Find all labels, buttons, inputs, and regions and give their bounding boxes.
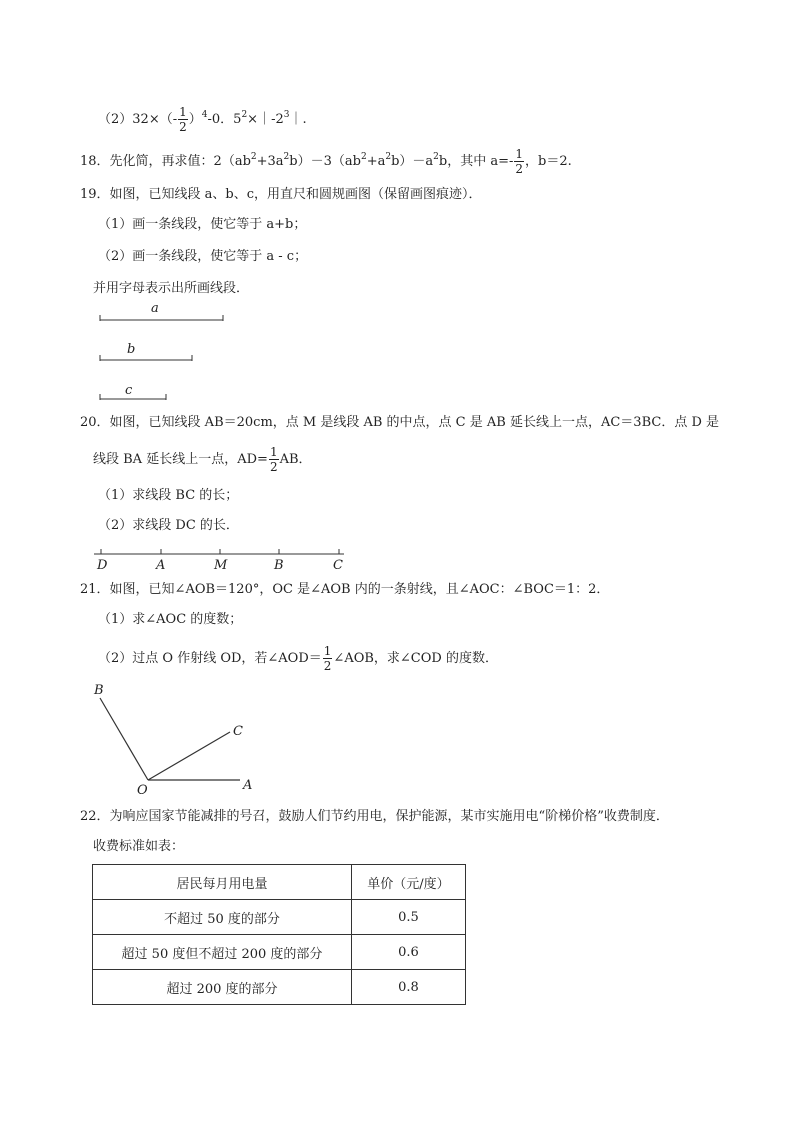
q18-fraction: $\frac{1}{2}$ [515, 147, 524, 176]
q18-text: 18．先化简，再求值：$2(ab^2+3a^2b)-3(ab^2+a^2b)-a^2b$，其中 a=- $\frac{1}{2}$ ，b＝2. [80, 147, 572, 176]
ray-OC [148, 732, 230, 780]
table-row: 不超过 50 度的部分 0.5 [93, 900, 466, 935]
q22-table-title: 收费标准如表： [93, 839, 185, 854]
header-price: 单价（元/度） [352, 865, 466, 900]
q20-line-figure [88, 544, 358, 574]
label-M: M [214, 558, 228, 573]
fee-table [92, 864, 466, 1005]
q21-fraction: $\frac{1}{2}$ [323, 644, 332, 673]
q19-part2: （2）画一条线段，使它等于 a - c； [98, 249, 308, 264]
ray-OB [100, 698, 148, 780]
q19-stem: 19．如图，已知线段 a、b、c，用直尺和圆规画图（保留画图痕迹）． [80, 187, 482, 202]
table-header-row [93, 865, 466, 900]
label-a: a [151, 301, 159, 316]
q20-fraction: $\frac{1}{2}$ [269, 445, 278, 474]
segment-c [100, 383, 166, 400]
q19-part1: （1）画一条线段，使它等于 a+b； [98, 217, 307, 232]
label-c: c [125, 383, 133, 398]
q21-stem: 21．如图，已知∠AOB＝120°，OC 是∠AOB 内的一条射线，且∠AOC：∠BOC＝1：2． [80, 582, 610, 597]
q20-part2: （2）求线段 DC 的长． [98, 518, 239, 533]
header-usage: 居民每月用电量 [93, 865, 352, 900]
q21-part1: （1）求∠AOC 的度数； [98, 612, 243, 627]
label-D: D [97, 558, 108, 573]
label-B: B [94, 683, 104, 698]
q17-part2: （2）32×（- $\frac{1}{2}$ ）$^4$-0．$5^2\times|-2^3|$. [98, 105, 307, 134]
table-row: 超过 200 度的部分 0.8 [93, 970, 466, 1005]
q20-part1: （1）求线段 BC 的长； [98, 488, 239, 503]
label-O: O [137, 783, 148, 798]
q19-segments-figure [90, 298, 240, 404]
label-A: A [243, 778, 253, 793]
q21-angle-figure [88, 680, 263, 800]
q19-note: 并用字母表示出所画线段． [93, 281, 250, 296]
label-b: b [127, 342, 136, 357]
table-row: 超过 50 度但不超过 200 度的部分 0.6 [93, 935, 466, 970]
label-C: C [233, 724, 243, 739]
q20-stem: 20．如图，已知线段 AB＝20cm，点 M 是线段 AB 的中点，点 C 是 AB 延长线上一点，AC＝3BC．点 D 是 [80, 415, 720, 430]
segment-a [100, 301, 223, 321]
q21-part2: （2）过点 O 作射线 OD，若∠AOD＝ $\frac{1}{2}$ ∠AOB，求∠COD 的度数． [98, 644, 498, 673]
label-B: B [274, 558, 284, 573]
label-A: A [156, 558, 166, 573]
q17-fraction: $\frac{1}{2}$ [179, 105, 187, 134]
label-C: C [333, 558, 343, 573]
q22-stem: 22．为响应国家节能减排的号召，鼓励人们节约用电，保护能源，某市实施用电“阶梯价格”收费制度． [80, 809, 669, 824]
segment-b [100, 342, 192, 361]
q20-stem-line2: 线段 BA 延长线上一点，AD= $\frac{1}{2}$ AB． [93, 445, 312, 474]
